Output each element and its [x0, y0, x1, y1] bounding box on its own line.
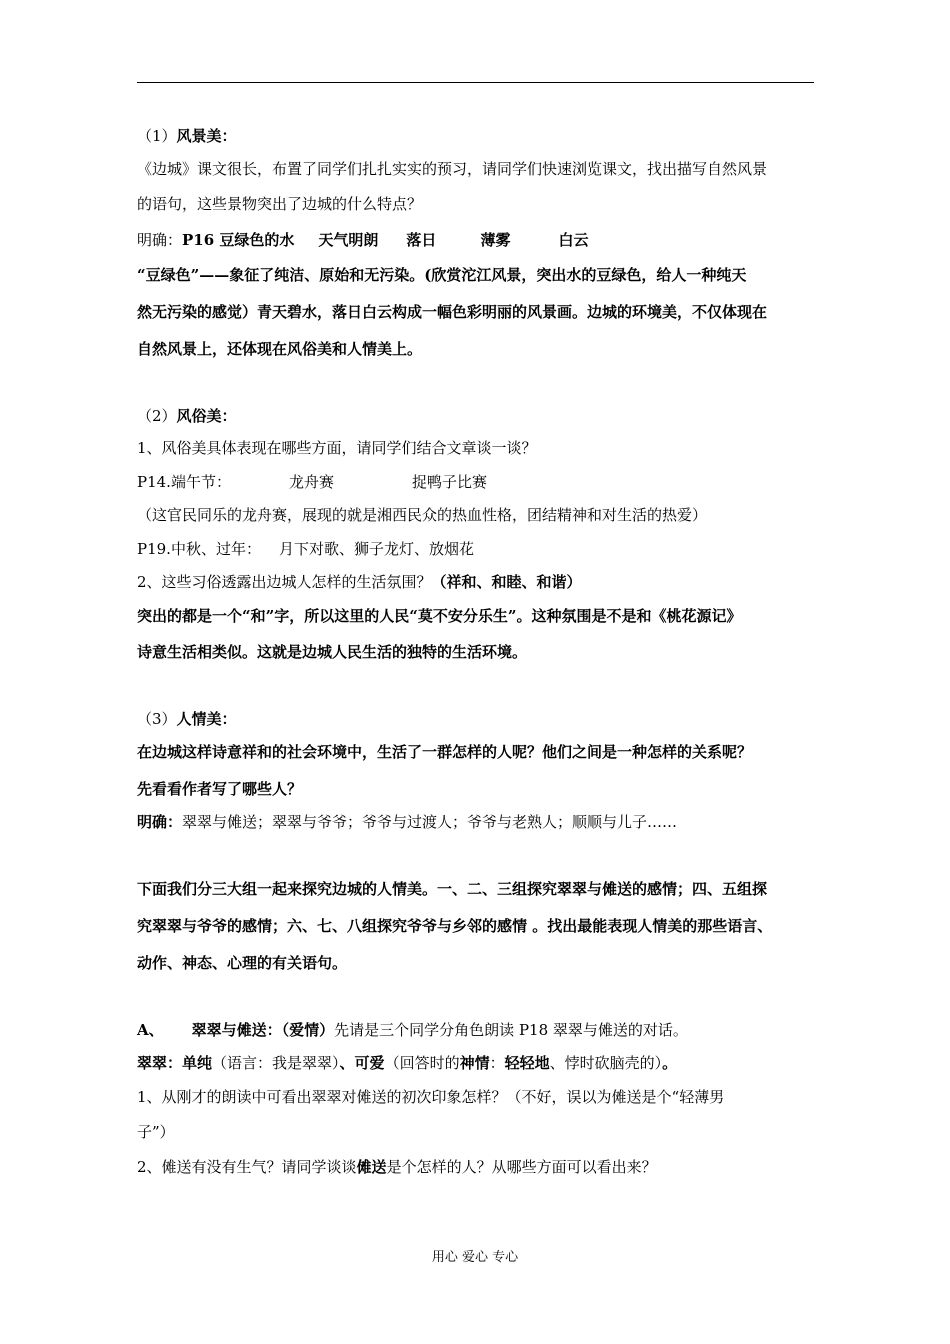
section-2-p14: P14.端午节： 龙舟赛 捉鸭子比赛 [137, 473, 487, 491]
section-3-bold-line-1: 在边城这样诗意祥和的社会环境中，生活了一群怎样的人呢？他们之间是一种怎样的关系呢？ [137, 743, 753, 761]
section-2-question-1: 1、风俗美具体表现在哪些方面，请同学们结合文章谈一谈？ [137, 439, 537, 457]
section-2-bold-line-1: 突出的都是一个“和”字，所以这里的人民“莫不安分乐生”。这种氛围是不是和《桃花源记》 [137, 607, 742, 625]
section-2-bold-line-2: 诗意生活相类似。这就是边城人民生活的独特的生活环境。 [137, 643, 528, 661]
section-2-heading: （2）风俗美： [137, 407, 237, 425]
page-footer: 用心 爱心 专心 [431, 1250, 519, 1265]
section-a-question-2: 2、傩送有没有生气？请同学谈谈傩送是个怎样的人？从哪些方面可以看出来？ [137, 1158, 657, 1176]
section-3-group-line-3: 动作、神态、心理的有关语句。 [137, 954, 348, 972]
section-3-group-line-2: 究翠翠与爷爷的感情；六、七、八组探究爷爷与乡邻的感情 。找出最能表现人情美的那些语言、 [137, 917, 773, 935]
section-1-para-line-1: 《边城》课文很长，布置了同学们扎扎实实的预习，请同学们快速浏览课文，找出描写自然风景 [137, 160, 768, 178]
section-a-cuicui-line: 翠翠：单纯（语言：我是翠翠）、可爱（回答时的神情：轻轻地、悖时砍脑壳的）。 [137, 1054, 678, 1072]
section-1-bold-line-3: 自然风景上，还体现在风俗美和人情美上。 [137, 340, 423, 358]
section-1-para-line-2: 的语句，这些景物突出了边城的什么特点？ [137, 195, 423, 213]
section-3-bold-line-2: 先看看作者写了哪些人？ [137, 780, 303, 798]
section-3-group-line-1: 下面我们分三大组一起来探究边城的人情美。一、二、三组探究翠翠与傩送的感情；四、五组探 [137, 880, 768, 898]
section-a-question-1-line-2: 子”） [137, 1123, 175, 1141]
section-2-question-2: 2、这些习俗透露出边城人怎样的生活氛围？（祥和、和睦、和谐） [137, 573, 582, 591]
section-2-p14-note: （这官民同乐的龙舟赛，展现的就是湘西民众的热血性格，团结精神和对生活的热爱） [137, 506, 708, 524]
section-1-bold-line-1: “豆绿色”——象征了纯洁、原始和无污染。(欣赏沱江风景，突出水的豆绿色，给人一种纯天 [137, 266, 747, 284]
section-2-p19: P19.中秋、过年： 月下对歌、狮子龙灯、放烟花 [137, 540, 474, 558]
section-a-question-1-line-1: 1、从刚才的朗读中可看出翠翠对傩送的初次印象怎样？（不好，误以为傩送是个“轻薄男 [137, 1088, 725, 1106]
header-rule [137, 82, 814, 83]
section-1-heading: （1）风景美： [137, 127, 237, 145]
section-3-heading: （3）人情美： [137, 710, 237, 728]
section-1-answer: 明确：P16 豆绿色的水 天气明朗 落日 薄雾 白云 [137, 231, 589, 249]
section-3-answer: 明确：翠翠与傩送；翠翠与爷爷；爷爷与过渡人；爷爷与老熟人；顺顺与儿子…… [137, 813, 678, 831]
section-1-bold-line-2: 然无污染的感觉）青天碧水，落日白云构成一幅色彩明丽的风景画。边城的环境美，不仅体现在 [137, 303, 768, 321]
section-a-title: A、 翠翠与傩送：（爱情）先请是三个同学分角色朗读 P18 翠翠与傩送的对话。 [137, 1021, 688, 1039]
